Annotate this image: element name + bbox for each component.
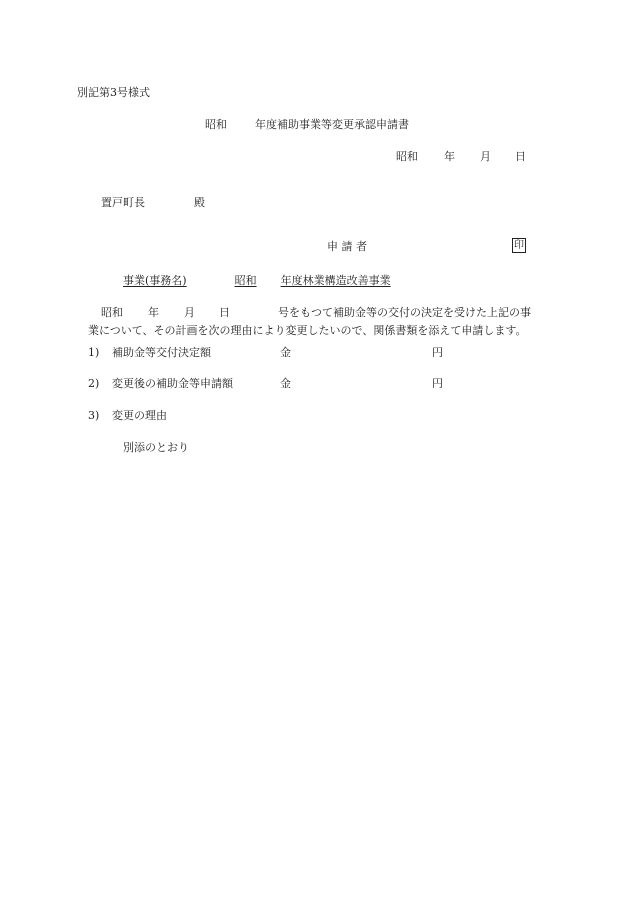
date-month: 月 [480,150,491,163]
item-2-suffix: 円 [432,377,443,390]
item-3-number: 3) [88,409,100,422]
item-2-number: 2) [88,377,100,390]
form-id: 別記第3号様式 [77,86,150,99]
body-line1-rest: 号をもつて補助金等の交付の決定を受けた上記の事 [278,306,531,319]
project-label: 事業(事務名) [123,274,187,287]
item-1-number: 1) [88,346,100,359]
item-2-prefix: 金 [280,377,291,390]
date-day: 日 [515,150,526,163]
item-2-label: 変更後の補助金等申請額 [112,377,233,390]
item-1-label: 補助金等交付決定額 [112,346,211,359]
date-era: 昭和 [396,150,418,163]
reason-text: 別添のとおり [123,441,189,454]
item-3-label: 変更の理由 [112,409,167,422]
seal-mark: 印 [514,240,524,251]
date-year: 年 [444,150,455,163]
project-era: 昭和 [234,274,257,287]
page-title: 年度補助事業等変更承認申請書 [255,118,409,131]
body-day: 日 [219,306,230,319]
item-1-suffix: 円 [432,346,443,359]
body-month: 月 [184,306,195,319]
addressee-name: 置戸町長 [101,196,145,209]
body-line2: 業について、その計画を次の理由により変更したいので、関係書類を添えて申請します。 [88,324,527,337]
item-1-prefix: 金 [280,346,291,359]
applicant-label: 申 請 者 [327,240,367,253]
title-era: 昭和 [205,118,227,131]
body-year: 年 [148,306,159,319]
project-line [123,274,408,288]
addressee-honorific: 殿 [194,196,205,209]
project-name: 年度林業構造改善事業 [280,274,391,287]
body-era: 昭和 [101,306,123,319]
